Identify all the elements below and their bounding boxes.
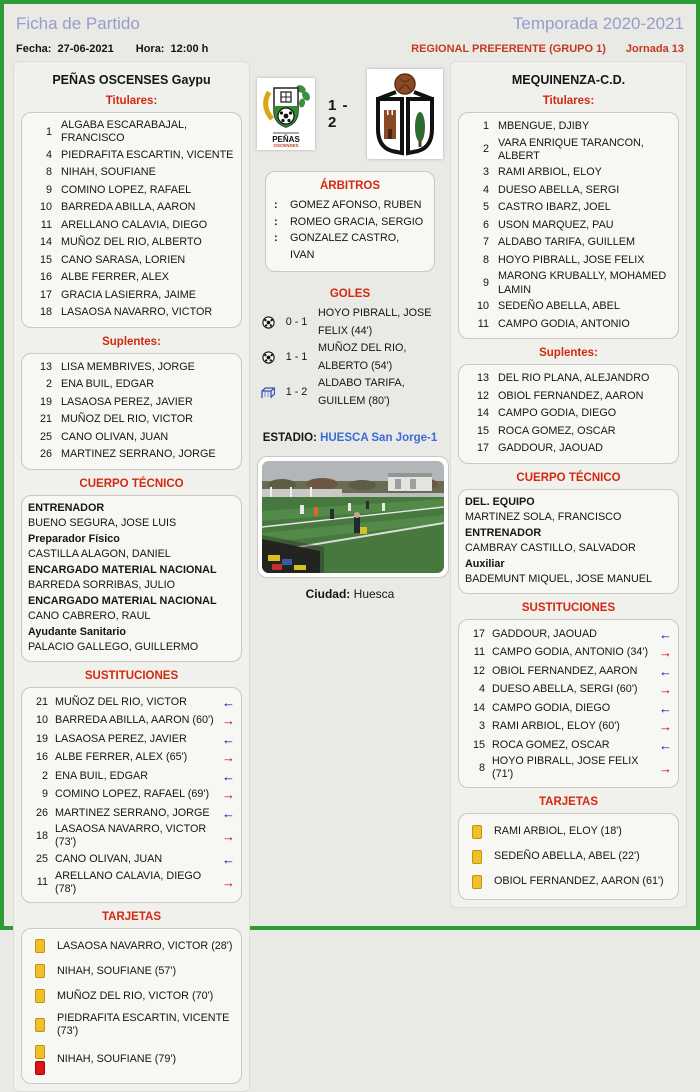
player-number: 8 [45,166,52,179]
yellow-card-icon [35,1045,45,1059]
substitution-arrow-icon [219,853,235,866]
player-name: CAMPO GODIA, DIEGO [492,701,611,714]
player-name: NIHAH, SOUFIANE [61,166,156,179]
away-substitutions-list [458,619,679,788]
substitution-arrow-icon [219,733,235,746]
player-number: 11 [40,218,52,231]
player-number: 7 [482,236,489,249]
goals-title: GOLES [329,288,371,300]
staff-name: CAMBRAY CASTILLO, SALVADOR [465,542,636,555]
player-number: 10 [35,714,48,727]
player-number: 15 [472,738,485,751]
stadium-photo [257,456,449,578]
player-name: ENA BUIL, EDGAR [61,378,155,391]
player-number: 6 [482,218,489,231]
player-name: ROCA GOMEZ, OSCAR [498,424,616,437]
home-cards-title: TARJETAS [102,910,161,923]
player-number: 17 [476,442,489,455]
substitution-arrow-icon [219,876,235,889]
staff-role: DEL. EQUIPO [465,495,535,508]
player-number: 14 [39,236,52,249]
player-number: 21 [35,695,48,708]
away-cards-list [458,813,679,900]
player-name: LASAOSA NAVARRO, VICTOR [61,306,213,319]
player-row [28,234,235,252]
substitution-row [465,625,672,644]
yellow-card-icon [35,939,45,953]
player-number: 25 [35,853,48,866]
home-cards-list [21,928,242,1084]
player-name: GADDOUR, JAOUAD [498,442,603,455]
player-number: 25 [39,430,52,443]
staff-name: BARREDA SORRIBAS, JULIO [28,579,175,592]
substitution-arrow-icon [219,788,235,801]
player-number: 21 [39,413,52,426]
player-row [28,252,235,270]
ball-icon [262,316,275,329]
page-title: Ficha de Partido [16,14,140,33]
player-number: 11 [473,646,485,659]
carded-player-name: PIEDRAFITA ESCARTIN, VICENTE (73') [57,1011,230,1038]
stadium-line [257,432,443,444]
away-titulares-title: Titulares: [542,95,595,107]
card-row [28,1042,235,1078]
match-center-panel [257,61,443,601]
player-name: VARA ENRIQUE TARANCON, ALBERT [498,136,644,162]
carded-player-name: NIHAH, SOUFIANE (79') [57,1053,177,1065]
match-time: 12:00 h [170,43,209,55]
staff-entry [28,563,235,594]
match-meta [13,36,687,61]
player-number: 12 [476,389,489,402]
player-number: 11 [36,876,48,889]
carded-player-name: NIHAH, SOUFIANE (57') [57,964,177,977]
player-row [465,217,672,235]
player-number: 1 [482,120,489,132]
away-crest-icon [367,69,443,159]
player-number: 18 [35,829,48,842]
player-number: 19 [39,395,52,408]
carded-player-name: SEDEÑO ABELLA, ABEL (22') [494,850,640,863]
referee-row [274,197,426,214]
staff-entry [28,625,235,656]
substitution-row [28,785,235,804]
staff-name: CASTILLA ALAGON, DANIEL [28,548,171,561]
card-row [28,959,235,984]
player-row [465,182,672,200]
substitution-row [28,767,235,786]
player-name: BARREDA ABILLA, AARON (60') [55,714,214,727]
player-name: USON MARQUEZ, PAU [498,218,614,231]
player-name: MUÑOZ DEL RIO, ALBERTO [61,236,202,249]
player-name: COMINO LOPEZ, RAFAEL (69') [55,788,210,801]
player-row [28,287,235,305]
substitution-arrow-icon [656,665,672,678]
carded-player-name: OBIOL FERNANDEZ, AARON (61') [494,875,664,888]
away-staff-list [458,489,679,594]
player-name: RAMI ARBIOL, ELOY [498,166,602,179]
player-name: OBIOL FERNANDEZ, AARON [492,664,638,677]
referee-prefix: : [274,199,278,211]
substitution-arrow-icon [219,807,235,820]
player-number: 3 [482,166,489,179]
referee-name: GOMEZ AFONSO, RUBEN [290,199,422,211]
substitution-row [28,711,235,730]
player-name: ARELLANO CALAVIA, DIEGO (78') [55,869,202,895]
player-number: 16 [39,271,52,284]
substitution-row [465,754,672,782]
player-number: 15 [476,424,489,437]
home-staff-list [21,495,242,662]
away-subs-title: SUSTITUCIONES [521,601,616,614]
player-name: GADDOUR, JAOUAD [492,627,597,640]
player-number: 4 [45,148,52,161]
home-substitutes-list [21,353,242,470]
away-team-name: MEQUINENZA-C.D. [511,73,626,87]
player-name: PIEDRAFITA ESCARTIN, VICENTE [61,148,234,161]
season-label: Temporada 2020-2021 [512,14,684,33]
staff-name: PALACIO GALLEGO, GUILLERMO [28,641,199,654]
player-name: ALGABA ESCARABAJAL, FRANCISCO [61,119,188,145]
player-number: 3 [478,720,485,733]
player-name: CANO OLIVAN, JUAN [61,430,169,443]
player-number: 4 [482,183,489,196]
player-number: 2 [482,143,489,156]
card-row [28,934,235,959]
carded-player-name: RAMI ARBIOL, ELOY (18') [494,825,622,838]
player-row [465,234,672,252]
yellow-card-icon [35,1018,45,1032]
player-row [465,405,672,423]
staff-entry [28,532,235,563]
stadium-name[interactable]: HUESCA San Jorge-1 [320,432,438,444]
ball-icon [262,351,275,364]
yellow-card-icon [472,825,482,839]
referee-name: GONZALEZ CASTRO, IVAN [290,232,400,261]
player-row [465,252,672,270]
staff-name: BADEMUNT MIQUEL, JOSE MANUEL [465,573,652,586]
player-row [465,298,672,316]
staff-role: ENCARGADO MATERIAL NACIONAL [28,563,217,576]
staff-role: Preparador Físico [28,532,120,545]
staff-name: BUENO SEGURA, JOSE LUIS [28,517,177,530]
player-name: ENA BUIL, EDGAR [55,769,149,782]
player-name: ROCA GOMEZ, OSCAR [492,738,610,751]
player-number: 9 [45,183,52,196]
away-substitutes-list [458,364,679,464]
substitution-row [28,748,235,767]
player-name: DEL RIO PLANA, ALEJANDRO [498,372,650,385]
player-number: 12 [472,664,485,677]
substitution-row [465,717,672,736]
player-row [28,359,235,377]
home-suplentes-title: Suplentes: [102,335,161,348]
player-number: 2 [45,378,52,391]
player-row [28,446,235,464]
player-number: 5 [482,201,489,214]
player-row [465,118,672,136]
player-name: MARONG KRUBALLY, MOHAMED LAMIN [498,270,667,296]
referees-box [265,171,435,272]
player-number: 19 [35,732,48,745]
staff-entry [28,594,235,625]
referees-title: ÁRBITROS [319,180,381,192]
player-number: 26 [39,448,52,461]
substitution-row [465,736,672,755]
card-row [28,984,235,1009]
yellow-card-icon [472,875,482,889]
player-row [28,217,235,235]
player-name: CAMPO GODIA, DIEGO [498,407,617,420]
report-header [13,9,687,36]
goal-score: 1 - 1 [285,350,308,363]
city-label: Ciudad: [305,587,351,601]
player-row [28,118,235,147]
staff-role: ENCARGADO MATERIAL NACIONAL [28,594,217,607]
goal-frame-icon [261,387,275,399]
away-starters-list [458,112,679,339]
player-name: LISA MEMBRIVES, JORGE [61,360,195,373]
competition-label: REGIONAL PREFERENTE (GRUPO 1) [411,43,606,55]
player-name: MARTINEZ SERRANO, JORGE [61,448,216,461]
player-row [28,394,235,412]
yellow-card-icon [35,964,45,978]
time-label: Hora: [135,43,165,55]
player-row [465,136,672,165]
substitution-row [465,643,672,662]
staff-role: ENTRENADOR [28,501,105,514]
player-number: 17 [472,627,485,640]
jornada-label: Jornada 13 [625,43,684,55]
player-number: 13 [39,360,52,373]
substitution-row [28,693,235,712]
match-date: 27-06-2021 [57,43,114,55]
home-subs-title: SUSTITUCIONES [84,669,179,682]
carded-player-name: MUÑOZ DEL RIO, VICTOR (70') [57,989,214,1002]
away-suplentes-title: Suplentes: [539,347,598,360]
red-card-icon [35,1061,45,1075]
player-number: 18 [39,306,52,319]
substitution-row [28,850,235,869]
goal-scorer: MUÑOZ DEL RIO, ALBERTO (54') [318,342,407,372]
city-name: Huesca [353,587,395,601]
home-staff-title: CUERPO TÉCNICO [79,477,184,490]
player-row [465,269,672,298]
substitution-row [28,869,235,897]
substitution-arrow-icon [656,762,672,775]
substitution-arrow-icon [219,830,235,843]
card-row [465,844,672,869]
referee-prefix: : [274,232,278,244]
player-row [28,411,235,429]
player-name: MUÑOZ DEL RIO, VICTOR [61,413,193,426]
player-row [465,370,672,388]
player-number: 17 [39,288,52,301]
player-name: DUESO ABELLA, SERGI [498,183,620,196]
staff-name: MARTINEZ SOLA, FRANCISCO [465,511,622,524]
player-row [28,182,235,200]
staff-entry [465,526,672,557]
player-row [465,164,672,182]
player-name: SEDEÑO ABELLA, ABEL [498,300,620,313]
date-label: Fecha: [16,43,52,55]
staff-role: Ayudante Sanitario [28,625,126,638]
substitution-arrow-icon [656,702,672,715]
home-substitutions-list [21,687,242,903]
player-number: 26 [35,806,48,819]
player-name: CAMPO GODIA, ANTONIO [498,317,630,330]
substitution-arrow-icon [219,696,235,709]
substitution-arrow-icon [656,683,672,696]
card-row [465,819,672,844]
player-row [28,376,235,394]
player-name: OBIOL FERNANDEZ, AARON [498,389,644,402]
goals-list [257,305,443,410]
away-cards-title: TARJETAS [539,796,598,809]
yellow-card-icon [35,989,45,1003]
player-name: DUESO ABELLA, SERGI (60') [492,683,638,696]
player-number: 10 [476,300,489,313]
substitution-arrow-icon [219,751,235,764]
player-row [465,440,672,458]
player-name: MARTINEZ SERRANO, JORGE [55,806,210,819]
substitution-row [465,699,672,718]
substitution-arrow-icon [656,739,672,752]
away-team-panel [450,61,687,908]
goal-scorer: ALDABO TARIFA, GUILLEM (80') [318,377,405,407]
goal-row [257,340,443,375]
player-number: 15 [39,253,52,266]
player-name: ALBE FERRER, ALEX (65') [55,751,188,764]
player-name: CAMPO GODIA, ANTONIO (34') [492,646,649,659]
substitution-arrow-icon [656,628,672,641]
player-name: COMINO LOPEZ, RAFAEL [61,183,192,196]
substitution-arrow-icon [219,714,235,727]
home-starters-list [21,112,242,328]
player-row [28,147,235,165]
referee-row [274,214,426,231]
player-name: CANO SARASA, LORIEN [61,253,186,266]
player-number: 16 [35,751,48,764]
svg-text:OSCENSES: OSCENSES [273,143,299,148]
player-number: 13 [476,372,489,385]
substitution-arrow-icon [656,646,672,659]
player-name: GRACIA LASIERRA, JAIME [61,288,196,301]
card-row [28,1009,235,1042]
substitution-arrow-icon [219,770,235,783]
player-name: LASAOSA PEREZ, JAVIER [55,732,187,745]
player-number: 14 [472,701,485,714]
player-number: 9 [41,788,48,801]
player-number: 1 [45,125,52,138]
player-name: MBENGUE, DJIBY [498,120,590,132]
player-row [28,199,235,217]
goal-score: 1 - 2 [285,385,308,398]
player-number: 9 [482,277,489,290]
player-name: LASAOSA NAVARRO, VICTOR (73') [55,823,207,849]
home-crest-icon [257,78,315,150]
player-number: 8 [482,253,489,266]
player-number: 8 [478,761,485,774]
goal-scorer: HOYO PIBRALL, JOSE FELIX (44') [318,307,432,337]
goal-row [257,305,443,340]
home-team-panel [13,61,250,1092]
home-titulares-title: Titulares: [105,95,158,107]
player-name: MUÑOZ DEL RIO, VICTOR [55,695,187,708]
staff-role: ENTRENADOR [465,526,542,539]
player-row [465,388,672,406]
score-text: 1 - 2 [328,97,349,131]
player-row [28,429,235,447]
player-name: ARELLANO CALAVIA, DIEGO [61,218,208,231]
match-report [4,4,696,1092]
player-row [28,304,235,322]
player-name: HOYO PIBRALL, JOSE FELIX (71') [492,755,639,781]
substitution-row [465,662,672,681]
goal-row [257,375,443,410]
player-row [28,164,235,182]
player-number: 10 [39,201,52,214]
player-row [465,316,672,334]
staff-name: CANO CABRERO, RAUL [28,610,151,623]
carded-player-name: LASAOSA NAVARRO, VICTOR (28') [57,939,233,952]
staff-entry [465,495,672,526]
substitution-arrow-icon [656,720,672,733]
yellow-card-icon [472,850,482,864]
player-row [465,199,672,217]
staff-entry [465,557,672,588]
player-row [465,423,672,441]
referee-name: ROMEO GRACIA, SERGIO [290,215,424,228]
player-number: 2 [41,769,48,782]
city-line [257,587,443,601]
staff-role: Auxiliar [465,557,505,570]
goal-score: 0 - 1 [285,315,308,328]
substitution-row [28,730,235,749]
substitution-row [465,680,672,699]
away-staff-title: CUERPO TÉCNICO [516,471,621,484]
svg-text:PEÑAS: PEÑAS [272,135,300,144]
player-name: RAMI ARBIOL, ELOY (60') [492,720,620,733]
player-number: 4 [478,683,485,696]
home-team-name: PEÑAS OSCENSES Gaypu [52,73,211,87]
player-row [28,269,235,287]
player-number: 14 [476,407,489,420]
referee-row [274,230,426,263]
player-name: BARREDA ABILLA, AARON [61,201,196,214]
card-row [465,869,672,894]
player-name: LASAOSA PEREZ, JAVIER [61,395,193,408]
player-name: ALBE FERRER, ALEX [61,271,170,284]
player-name: ALDABO TARIFA, GUILLEM [498,236,636,249]
player-number: 11 [477,317,489,330]
substitution-row [28,804,235,823]
substitution-row [28,822,235,850]
staff-entry [28,501,235,532]
player-name: CANO OLIVAN, JUAN [55,853,163,866]
referee-prefix: : [274,215,278,228]
player-name: CASTRO IBARZ, JOEL [498,201,611,214]
player-name: HOYO PIBRALL, JOSE FELIX [498,253,645,266]
stadium-label: ESTADIO: [262,432,317,444]
